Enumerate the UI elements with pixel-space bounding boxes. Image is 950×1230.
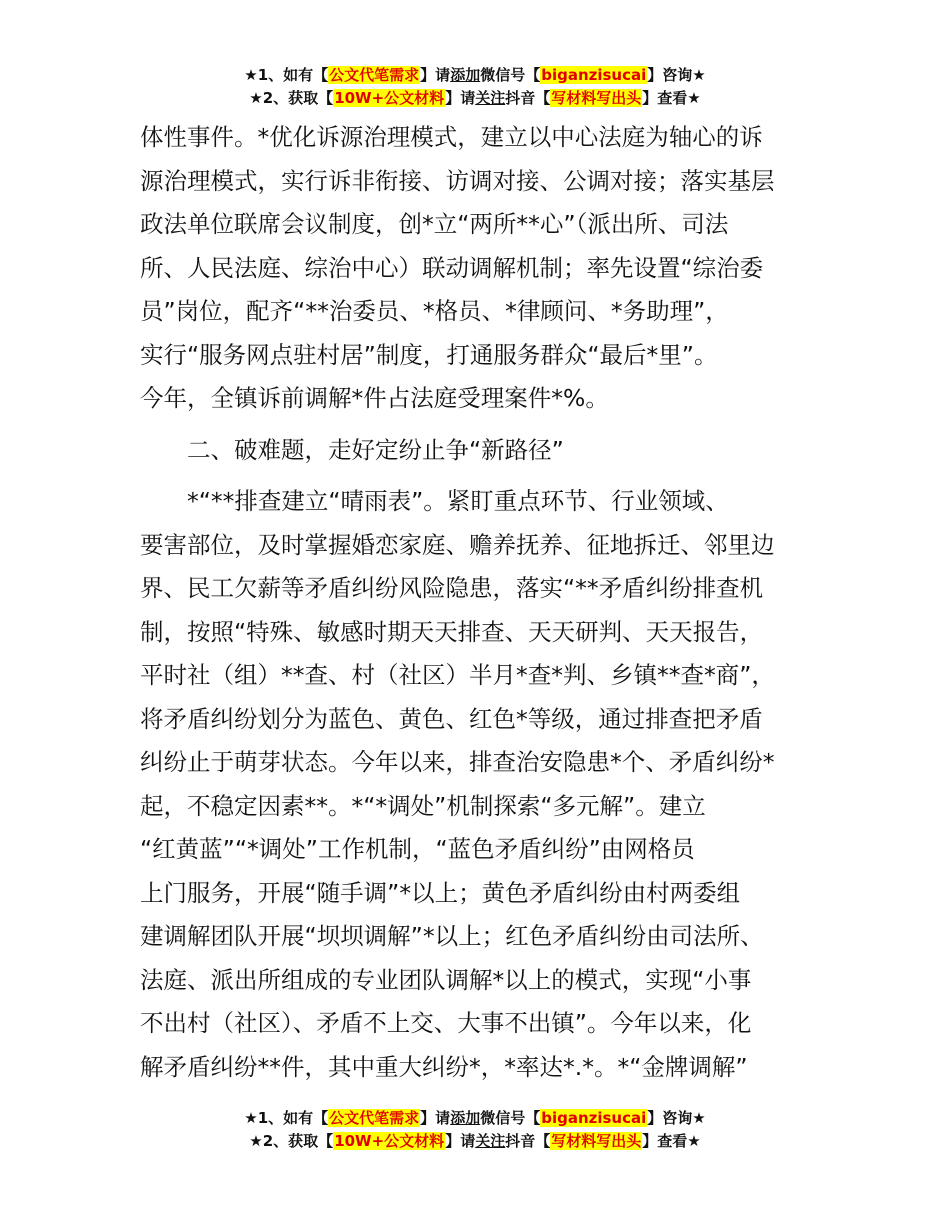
- body-line: 所、人民法庭、综治中心）联动调解机制；率先设置“综治委: [140, 253, 764, 282]
- body-line: 纠纷止于萌芽状态。今年以来，排查治安隐患*个、矛盾纠纷*: [140, 748, 775, 776]
- document-body: [140, 116, 830, 1089]
- body-line: 源治理模式，实行诉非衔接、访调对接、公调对接；落实基层: [140, 166, 775, 195]
- body-line: 建调解团队开展“坝坝调解”*以上；红色矛盾纠纷由司法所、: [140, 922, 764, 950]
- footer-line-1-prefix: ★1、如有【: [244, 1109, 329, 1127]
- footer-line-1: [0, 1107, 950, 1130]
- section-heading: 二、破难题，走好定纷止争“新路径”: [187, 435, 564, 464]
- body-line: 体性事件。*优化诉源治理模式，建立以中心法庭为轴心的诉: [140, 123, 763, 151]
- header-banner: [0, 64, 950, 110]
- header-highlight-service: 公文代笔需求: [329, 66, 420, 84]
- footer-line-1-text-2: 微信号【: [480, 1109, 541, 1127]
- footer-highlight-service: 公文代笔需求: [329, 1109, 420, 1127]
- footer-highlight-wechat-id: biganzisucai: [541, 1109, 647, 1127]
- footer-highlight-douyin: 写材料写出头: [551, 1132, 642, 1150]
- header-underline-follow: 关注: [475, 89, 506, 107]
- footer-line-2: [0, 1130, 950, 1153]
- footer-highlight-materials: 10W+公文材料: [334, 1132, 445, 1150]
- header-line-1: [0, 64, 950, 87]
- body-line: 将矛盾纠纷划分为蓝色、黄色、红色*等级，通过排查把矛盾: [140, 704, 763, 733]
- footer-banner: [0, 1107, 950, 1153]
- body-line: 平时社（组）**查、村（社区）半月*查*判、乡镇**查*商”，: [140, 661, 775, 689]
- header-underline-add: 添加: [450, 66, 481, 84]
- header-line-2-prefix: ★2、获取【: [249, 89, 334, 107]
- header-line-1-suffix: 】咨询★: [647, 66, 706, 84]
- body-line: “红黄蓝”“*调处”工作机制，“蓝色矛盾纠纷”由网格员: [140, 835, 695, 863]
- body-line: *“**排查建立“晴雨表”。紧盯重点环节、行业领域、: [187, 487, 729, 515]
- header-line-2-text-2: 抖音【: [505, 89, 551, 107]
- body-line: 今年，全镇诉前调解*件占法庭受理案件*%。: [140, 384, 609, 412]
- header-highlight-douyin: 写材料写出头: [551, 89, 642, 107]
- body-line: 上门服务，开展“随手调”*以上；黄色矛盾纠纷由村两委组: [140, 878, 741, 907]
- header-highlight-materials: 10W+公文材料: [334, 89, 445, 107]
- header-line-2-suffix: 】查看★: [642, 89, 701, 107]
- header-line-1-prefix: ★1、如有【: [244, 66, 329, 84]
- footer-underline-follow: 关注: [475, 1132, 506, 1150]
- footer-line-1-text: 】请: [420, 1109, 451, 1127]
- footer-line-2-prefix: ★2、获取【: [249, 1132, 334, 1150]
- header-line-2: [0, 87, 950, 110]
- header-highlight-wechat-id: biganzisucai: [541, 66, 647, 84]
- body-line: 解矛盾纠纷**件，其中重大纠纷*，*率达*.*。*“金牌调解”: [140, 1052, 748, 1081]
- body-line: 界、民工欠薪等矛盾纠纷风险隐患，落实“**矛盾纠纷排查机: [140, 574, 764, 602]
- body-line: 不出村（社区）、矛盾不上交、大事不出镇”。今年以来，化: [140, 1009, 752, 1037]
- body-line: 实行“服务网点驻村居”制度，打通服务群众“最后*里”。: [140, 340, 718, 369]
- header-line-1-text: 】请: [420, 66, 451, 84]
- footer-line-2-text: 】请: [445, 1132, 476, 1150]
- body-line: 制，按照“特殊、敏感时期天天排查、天天研判、天天报告，: [140, 617, 764, 646]
- footer-underline-add: 添加: [450, 1109, 481, 1127]
- footer-line-2-text-2: 抖音【: [505, 1132, 551, 1150]
- body-line: 政法单位联席会议制度，创*立“两所**心”（派出所、司法: [140, 210, 729, 238]
- footer-line-1-suffix: 】咨询★: [647, 1109, 706, 1127]
- footer-line-2-suffix: 】查看★: [642, 1132, 701, 1150]
- body-line: 要害部位，及时掌握婚恋家庭、赡养抚养、征地拆迁、邻里边: [140, 530, 775, 559]
- body-line: 员”岗位，配齐“**治委员、*格员、*律顾问、*务助理”，: [140, 297, 729, 325]
- body-line: 起，不稳定因素**。*“*调处”机制探索“多元解”。建立: [140, 791, 706, 820]
- header-line-2-text: 】请: [445, 89, 476, 107]
- header-line-1-text-2: 微信号【: [480, 66, 541, 84]
- body-line: 法庭、派出所组成的专业团队调解*以上的模式，实现“小事: [140, 965, 752, 994]
